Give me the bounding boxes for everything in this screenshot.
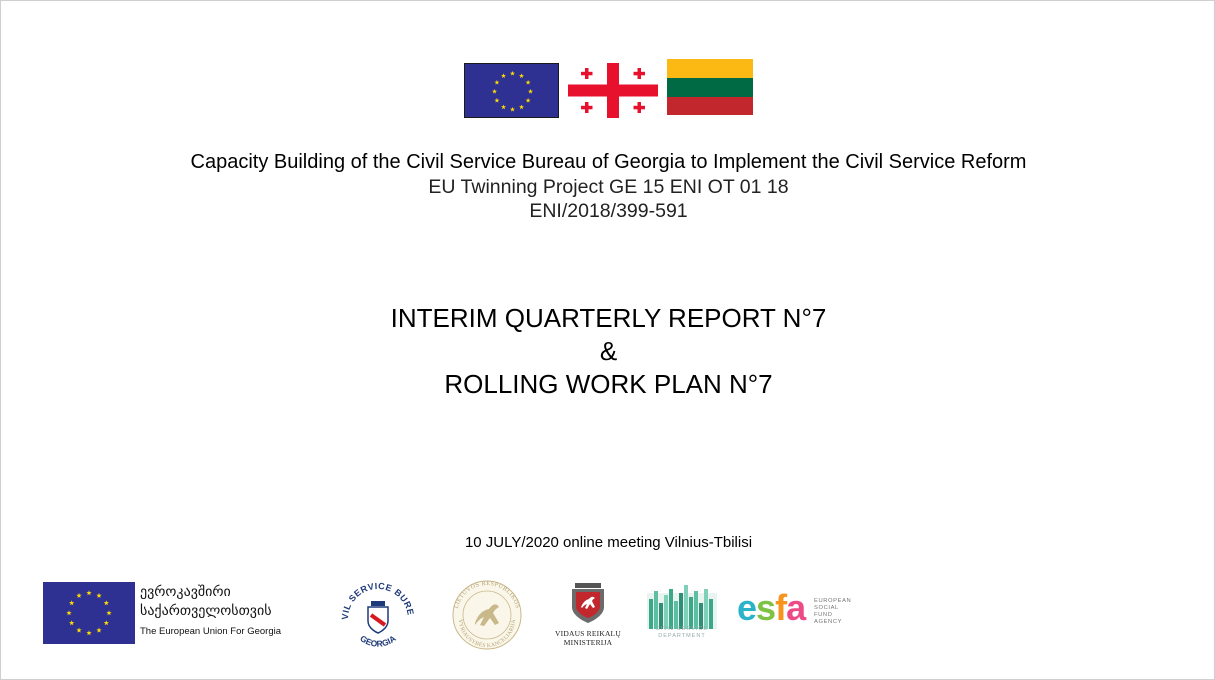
eu-english-caption: The European Union For Georgia	[140, 626, 281, 637]
eu-star-icon	[510, 71, 515, 76]
eu-star-icon	[492, 89, 497, 94]
esfa-caption-line-2: SOCIAL	[814, 605, 839, 611]
civil-service-department-caption	[641, 626, 723, 640]
report-title-line-1: INTERIM QUARTERLY REPORT N°7	[390, 303, 827, 333]
eu-star-icon	[69, 600, 74, 605]
lithuania-flag-icon	[667, 59, 753, 115]
eu-star-icon	[104, 600, 109, 605]
eu-star-icon	[66, 610, 71, 615]
esfa-caption-line-4: AGENCY	[814, 619, 843, 625]
partner-logos-row	[43, 579, 873, 651]
eu-flag-logo-icon	[43, 582, 135, 644]
eu-star-icon	[86, 630, 91, 635]
eu-star-icon	[96, 628, 101, 633]
report-title-ampersand: &	[599, 336, 618, 366]
eu-star-icon	[76, 593, 81, 598]
lithuania-government-seal-icon	[447, 579, 527, 651]
esfa-letter-f: f	[775, 587, 787, 628]
georgia-flag-icon	[568, 63, 658, 118]
mvr-caption-line-1: VIDAUS REIKALŲ	[555, 629, 621, 638]
flags-row	[464, 59, 754, 119]
eu-star-icon	[510, 107, 515, 112]
eu-star-icon	[501, 104, 506, 109]
eu-star-icon	[494, 80, 499, 85]
csb-bottom-text: GEORGIA	[358, 633, 398, 649]
report-title-line-2: ROLLING WORK PLAN N°7	[444, 369, 773, 399]
svg-text:GEORGIA	[358, 633, 397, 649]
civil-service-bureau-logo-icon	[338, 579, 418, 651]
eu-star-icon	[86, 590, 91, 595]
eu-flag-icon	[464, 63, 559, 118]
eu-star-icon	[106, 610, 111, 615]
csb-top-text: VIL SERVICE BURE	[339, 580, 416, 621]
eu-star-icon	[526, 80, 531, 85]
eu-for-georgia-text	[140, 583, 330, 637]
contract-reference: ENI/2018/399-591	[529, 200, 688, 222]
lt-gov-bottom-text: VYRIAUSYBĖS KANCELIARIJA	[456, 619, 518, 650]
esfa-letter-a: a	[786, 587, 806, 628]
eu-star-icon	[104, 620, 109, 625]
lt-gov-top-text: LIETUVOS RESPUBLIKOS	[453, 580, 521, 610]
eu-star-icon	[96, 593, 101, 598]
civil-service-department-logo-icon	[647, 585, 717, 629]
ministry-interior-caption	[548, 629, 628, 647]
eu-georgian-line-2: საქართველოსთვის	[140, 603, 272, 619]
eu-star-icon	[76, 628, 81, 633]
project-title: Capacity Building of the Civil Service Bureau of Georgia to Implement the Civil Service Reform	[190, 151, 1027, 173]
eu-star-icon	[519, 104, 524, 109]
meeting-info: 10 JULY/2020 online meeting Vilnius-Tbilisi	[464, 534, 753, 551]
twinning-project-code: EU Twinning Project GE 15 ENI OT 01 18	[428, 176, 789, 198]
eu-star-icon	[519, 73, 524, 78]
esfa-caption	[814, 598, 874, 626]
eu-star-icon	[528, 89, 533, 94]
esfa-letter-s: s	[756, 587, 776, 628]
eu-star-icon	[501, 73, 506, 78]
csd-caption-line-2: DEPARTMENT	[658, 633, 706, 639]
csd-caption-line-1: CIVIL SERVICE	[655, 626, 709, 632]
project-header	[1, 149, 1215, 223]
esfa-caption-line-1: EUROPEAN	[814, 598, 852, 604]
eu-star-icon	[494, 98, 499, 103]
report-title-block	[1, 302, 1215, 401]
mvr-caption-line-2: MINISTERIJA	[563, 638, 613, 647]
eu-star-icon	[526, 98, 531, 103]
esfa-caption-line-3: FUND	[814, 612, 833, 618]
eu-georgian-line-1: ევროკავშირი	[140, 584, 231, 600]
esfa-logo	[737, 588, 805, 628]
eu-star-icon	[69, 620, 74, 625]
esfa-letter-e: e	[737, 587, 757, 628]
